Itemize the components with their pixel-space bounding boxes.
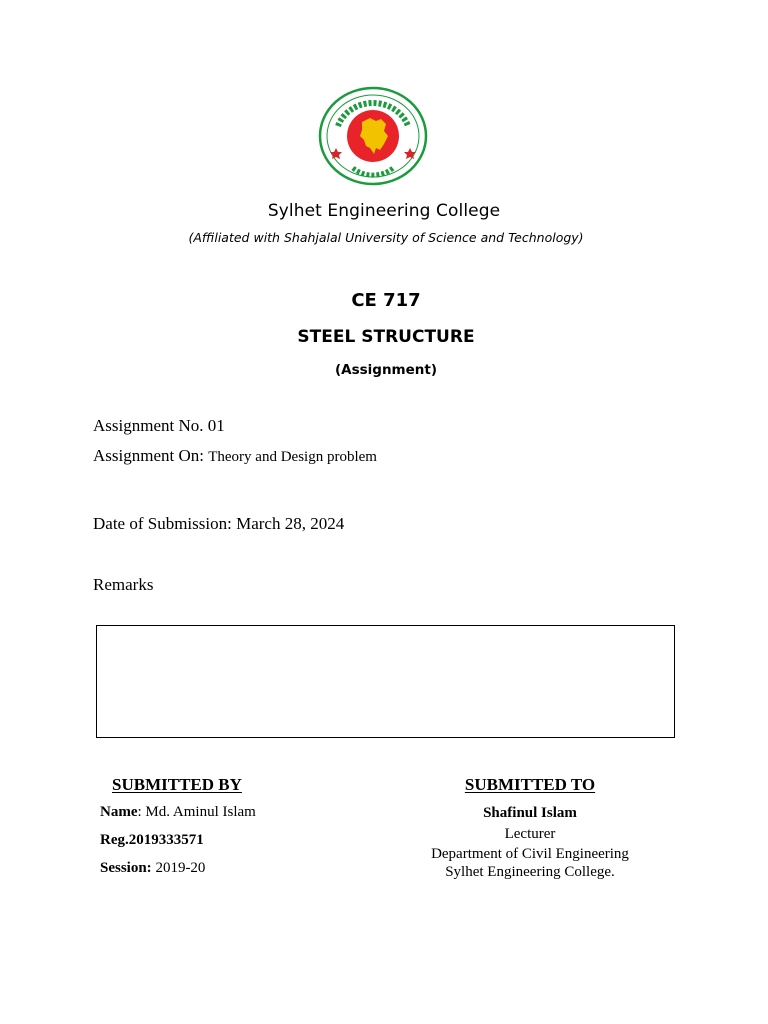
assignment-topic-value: Theory and Design problem: [208, 449, 377, 465]
remarks-label: Remarks: [93, 575, 154, 594]
teacher-designation: Lecturer: [504, 826, 556, 842]
bangladesh-government-seal-icon: [318, 86, 428, 186]
document-type: (Assignment): [334, 362, 438, 378]
assignment-topic-label: Assignment On:: [93, 446, 204, 465]
assignment-number-value: 01: [207, 416, 225, 435]
assignment-topic: [93, 446, 377, 466]
remarks-box: [96, 625, 675, 738]
student-name-value: : Md. Aminul Islam: [137, 804, 256, 820]
student-reg-value: Reg.2019333571: [100, 832, 204, 848]
assignment-number-label: Assignment No.: [93, 416, 204, 435]
submitted-to-section: [415, 775, 645, 881]
course-title: STEEL STRUCTURE: [297, 327, 475, 347]
student-name: [100, 804, 340, 821]
teacher-name: Shafinul Islam: [483, 805, 577, 821]
submitted-to-heading: SUBMITTED TO: [464, 775, 596, 794]
assignment-number: [93, 416, 225, 436]
submission-date-value: March 28, 2024: [236, 514, 345, 533]
affiliation-note: (Affiliated with Shahjalal University of Science and Technology): [188, 230, 584, 245]
college-name: Sylhet Engineering College: [267, 201, 501, 221]
course-code: CE 717: [351, 290, 421, 311]
student-name-label: Name: [100, 804, 138, 820]
student-session-label: Session:: [100, 860, 152, 876]
student-session: [100, 860, 340, 877]
submission-date-label: Date of Submission:: [93, 514, 232, 533]
student-reg: [100, 832, 340, 849]
student-session-value: 2019-20: [155, 860, 206, 876]
submission-date: [93, 514, 344, 534]
teacher-institution: Sylhet Engineering College.: [445, 864, 615, 880]
submitted-by-section: [100, 775, 340, 888]
teacher-department: Department of Civil Engineering: [431, 846, 629, 862]
submitted-by-heading: SUBMITTED BY: [112, 775, 242, 794]
